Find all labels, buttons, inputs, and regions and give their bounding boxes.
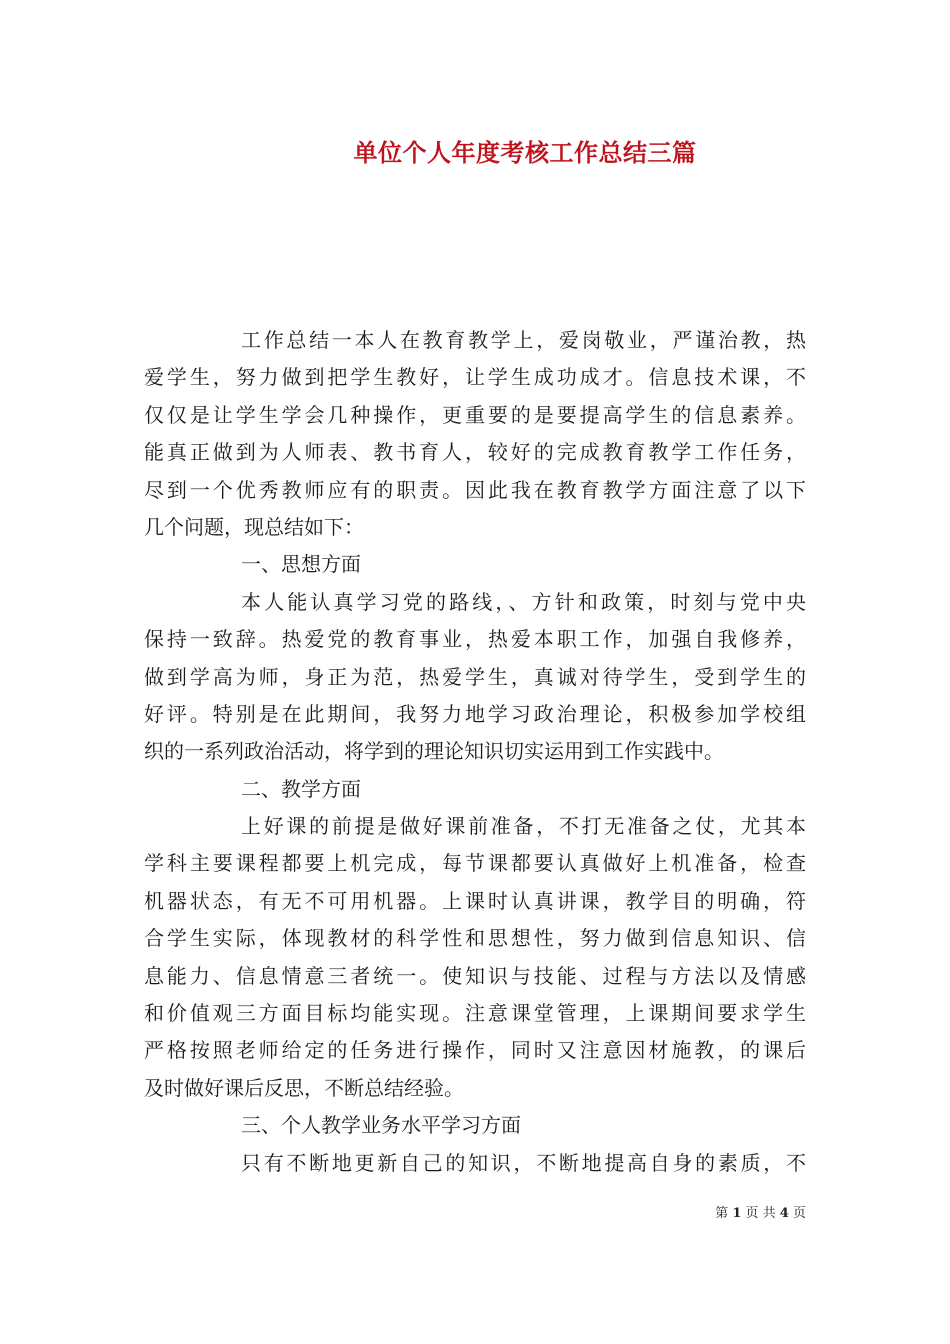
text-line: 严格按照老师给定的任务进行操作，同时又注意因材施教，的课后 xyxy=(144,1038,806,1063)
text-line: 上好课的前提是做好课前准备，不打无准备之仗，尤其本 xyxy=(241,814,806,839)
footer-suffix: 页 xyxy=(792,1206,806,1221)
text-line: 息能力、信息情意三者统一。使知识与技能、过程与方法以及情感 xyxy=(144,963,806,988)
text-line: 尽到一个优秀教师应有的职责。因此我在教育教学方面注意了以下 xyxy=(144,477,806,502)
section-heading: 一、思想方面 xyxy=(241,552,361,577)
document-body xyxy=(144,322,806,1182)
text-line: 工作总结一本人在教育教学上，爱岗敬业，严谨治教，热 xyxy=(241,328,806,352)
footer-total-pages: 4 xyxy=(779,1206,789,1221)
text-line: 爱学生，努力做到把学生教好，让学生成功成才。信息技术课，不 xyxy=(144,365,806,390)
footer-page-number: 1 xyxy=(732,1206,742,1221)
text-line: 和价值观三方面目标均能实现。注意课堂管理，上课期间要求学生 xyxy=(144,1001,806,1026)
page-footer xyxy=(715,1202,806,1221)
text-line: 几个问题，现总结如下： xyxy=(144,514,364,539)
text-line: 能真正做到为人师表、教书育人，较好的完成教育教学工作任务， xyxy=(144,440,806,465)
text-line: 机器状态，有无不可用机器。上课时认真讲课，教学目的明确，符 xyxy=(144,888,806,913)
text-line: 合学生实际，体现教材的科学性和思想性，努力做到信息知识、信 xyxy=(144,926,806,951)
footer-prefix: 第 xyxy=(715,1206,729,1221)
text-line: 学科主要课程都要上机完成，每节课都要认真做好上机准备，检查 xyxy=(144,851,806,876)
footer-mid: 页 共 xyxy=(745,1206,776,1221)
text-line: 仅仅是让学生学会几种操作，更重要的是要提高学生的信息素养。 xyxy=(144,402,806,427)
text-line: 只有不断地更新自己的知识，不断地提高自身的素质，不 xyxy=(241,1150,806,1175)
text-line: 织的一系列政治活动，将学到的理论知识切实运用到工作实践中。 xyxy=(144,739,724,764)
section-heading: 三、个人教学业务水平学习方面 xyxy=(241,1113,521,1138)
section-heading: 二、教学方面 xyxy=(241,776,361,801)
text-line: 本人能认真学习党的路线，、方针和政策，时刻与党中央 xyxy=(241,589,806,614)
text-line: 及时做好课后反思，不断总结经验。 xyxy=(144,1075,464,1100)
text-line: 保持一致辞。热爱党的教育事业，热爱本职工作，加强自我修养， xyxy=(144,627,806,652)
text-line: 好评。特别是在此期间，我努力地学习政治理论，积极参加学校组 xyxy=(144,701,806,726)
text-line: 做到学高为师，身正为范，热爱学生，真诚对待学生，受到学生的 xyxy=(144,664,806,689)
document-title: 单位个人年度考核工作总结三篇 xyxy=(353,138,697,167)
